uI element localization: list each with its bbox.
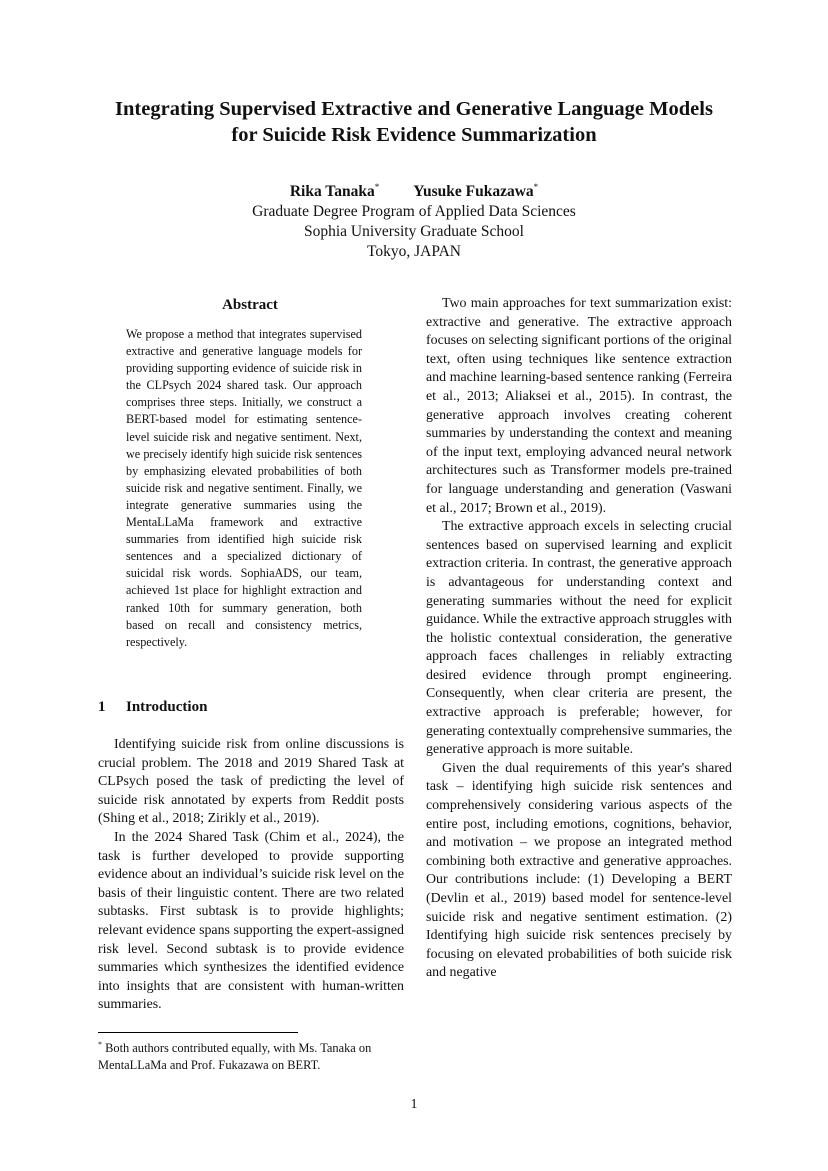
- author-names: [60, 182, 768, 202]
- section-number: 1: [98, 699, 106, 715]
- author-2: Yusuke Fukazawa: [413, 183, 534, 200]
- author-2-mark: *: [533, 181, 539, 192]
- right-column-body: [426, 295, 732, 983]
- author-1-mark: *: [374, 181, 380, 192]
- footnote-mark: *: [98, 1039, 102, 1049]
- abstract-heading: Abstract: [222, 297, 278, 313]
- author-block: [60, 182, 768, 262]
- left-column-body: [98, 736, 404, 1015]
- paper-title: [60, 96, 768, 148]
- affiliation-line-3: Tokyo, JAPAN: [367, 243, 461, 260]
- footnote-text: Both authors contributed equally, with Ms. Tanaka on MentaLLaMa and Prof. Fukazawa on BERT.: [98, 1041, 372, 1072]
- author-1: Rika Tanaka: [289, 183, 375, 200]
- body-paragraph: The extractive approach excels in selecting crucial sentences based on supervised learning and explicit extraction criteria. In contrast, the generative approach is advantageous for understanding context and generating summaries without the need for explicit guidance. While the extractive approach struggles with the holistic contextual consideration, the generative approach faces challenges in reliably extracting desired evidence through prompt engineering. Consequently, when clear criteria are present, the extractive approach is preferable; however, for generating contextually comprehensive summaries, the generative approach is more suitable.: [426, 519, 732, 758]
- affiliation-line-2: Sophia University Graduate School: [304, 223, 524, 240]
- body-paragraph: Two main approaches for text summarization exist: extractive and generative. The extractive approach focuses on selecting significant portions of the original text, often using techniques like sentence extraction and machine learning-based sentence ranking (Ferreira et al., 2013; Aliaksei et al., 2015). In contrast, the generative approach involves creating coherent summaries by understanding the context and meaning of the input text, employing advanced neural network architectures such as Transformer models pre-trained for language understanding and generation (Vaswani et al., 2017; Brown et al., 2019).: [426, 296, 732, 516]
- footnote-rule: [98, 1032, 298, 1033]
- affiliation-line-1: Graduate Degree Program of Applied Data Sciences: [252, 203, 576, 220]
- footnote: [98, 1040, 398, 1074]
- body-paragraph: Given the dual requirements of this year's shared task – identifying high suicide risk sentences and comprehensively considering various aspects of the entire post, including emotions, cognitions, behavior, and motivation – we propose an integrated method combining both extractive and generative approaches. Our contributions include: (1) Developing a BERT (Devlin et al., 2019) based model for sentence-level suicide risk and negative sentiment estimation. (2) Identifying high suicide risk sentences precisely by focusing on elevated probabilities of both suicide risk and negative: [426, 760, 732, 981]
- title-line-1: Integrating Supervised Extractive and Generative Language Models: [115, 98, 713, 120]
- body-paragraph: Identifying suicide risk from online discussions is crucial problem. The 2018 and 2019 Shared Task at CLPsych posed the task of predicting the level of suicide risk annotated by experts from Reddit posts (Shing et al., 2018; Zirikly et al., 2019).: [98, 737, 404, 827]
- page-number: 1: [410, 1097, 418, 1112]
- title-line-2: for Suicide Risk Evidence Summarization: [231, 124, 597, 146]
- body-paragraph: In the 2024 Shared Task (Chim et al., 2024), the task is further developed to provide supporting evidence about an individual’s suicide risk level on the basis of their linguistic content. There are two related subtasks. First subtask is to provide highlights; relevant evidence spans supporting the expert-assigned risk level. Second subtask is to provide evidence summaries which synthesizes the identified evidence into insights that are consistent with human-written summaries.: [98, 829, 404, 1013]
- section-title: Introduction: [126, 699, 208, 715]
- abstract-text: We propose a method that integrates supervised extractive and generative language models for providing supporting evidence of suicide risk in the CLPsych 2024 shared task. Our approach comprises three steps. Initially, we construct a BERT-based model for estimating sentence-level suicide risk and negative sentiment. Next, we precisely identify high suicide risk sentences by emphasizing elevated probabilities of both suicide risk and negative sentiment. Finally, we integrate generative summaries using the MentaLLaMa framework and extractive summaries from identified high suicide risk sentences and a specialized dictionary of suicidal risk words. SophiaADS, our team, achieved 1st place for highlight extraction and ranked 10th for summary generation, both based on recall and consistency metrics, respectively.: [126, 327, 362, 649]
- section-heading: [98, 697, 207, 717]
